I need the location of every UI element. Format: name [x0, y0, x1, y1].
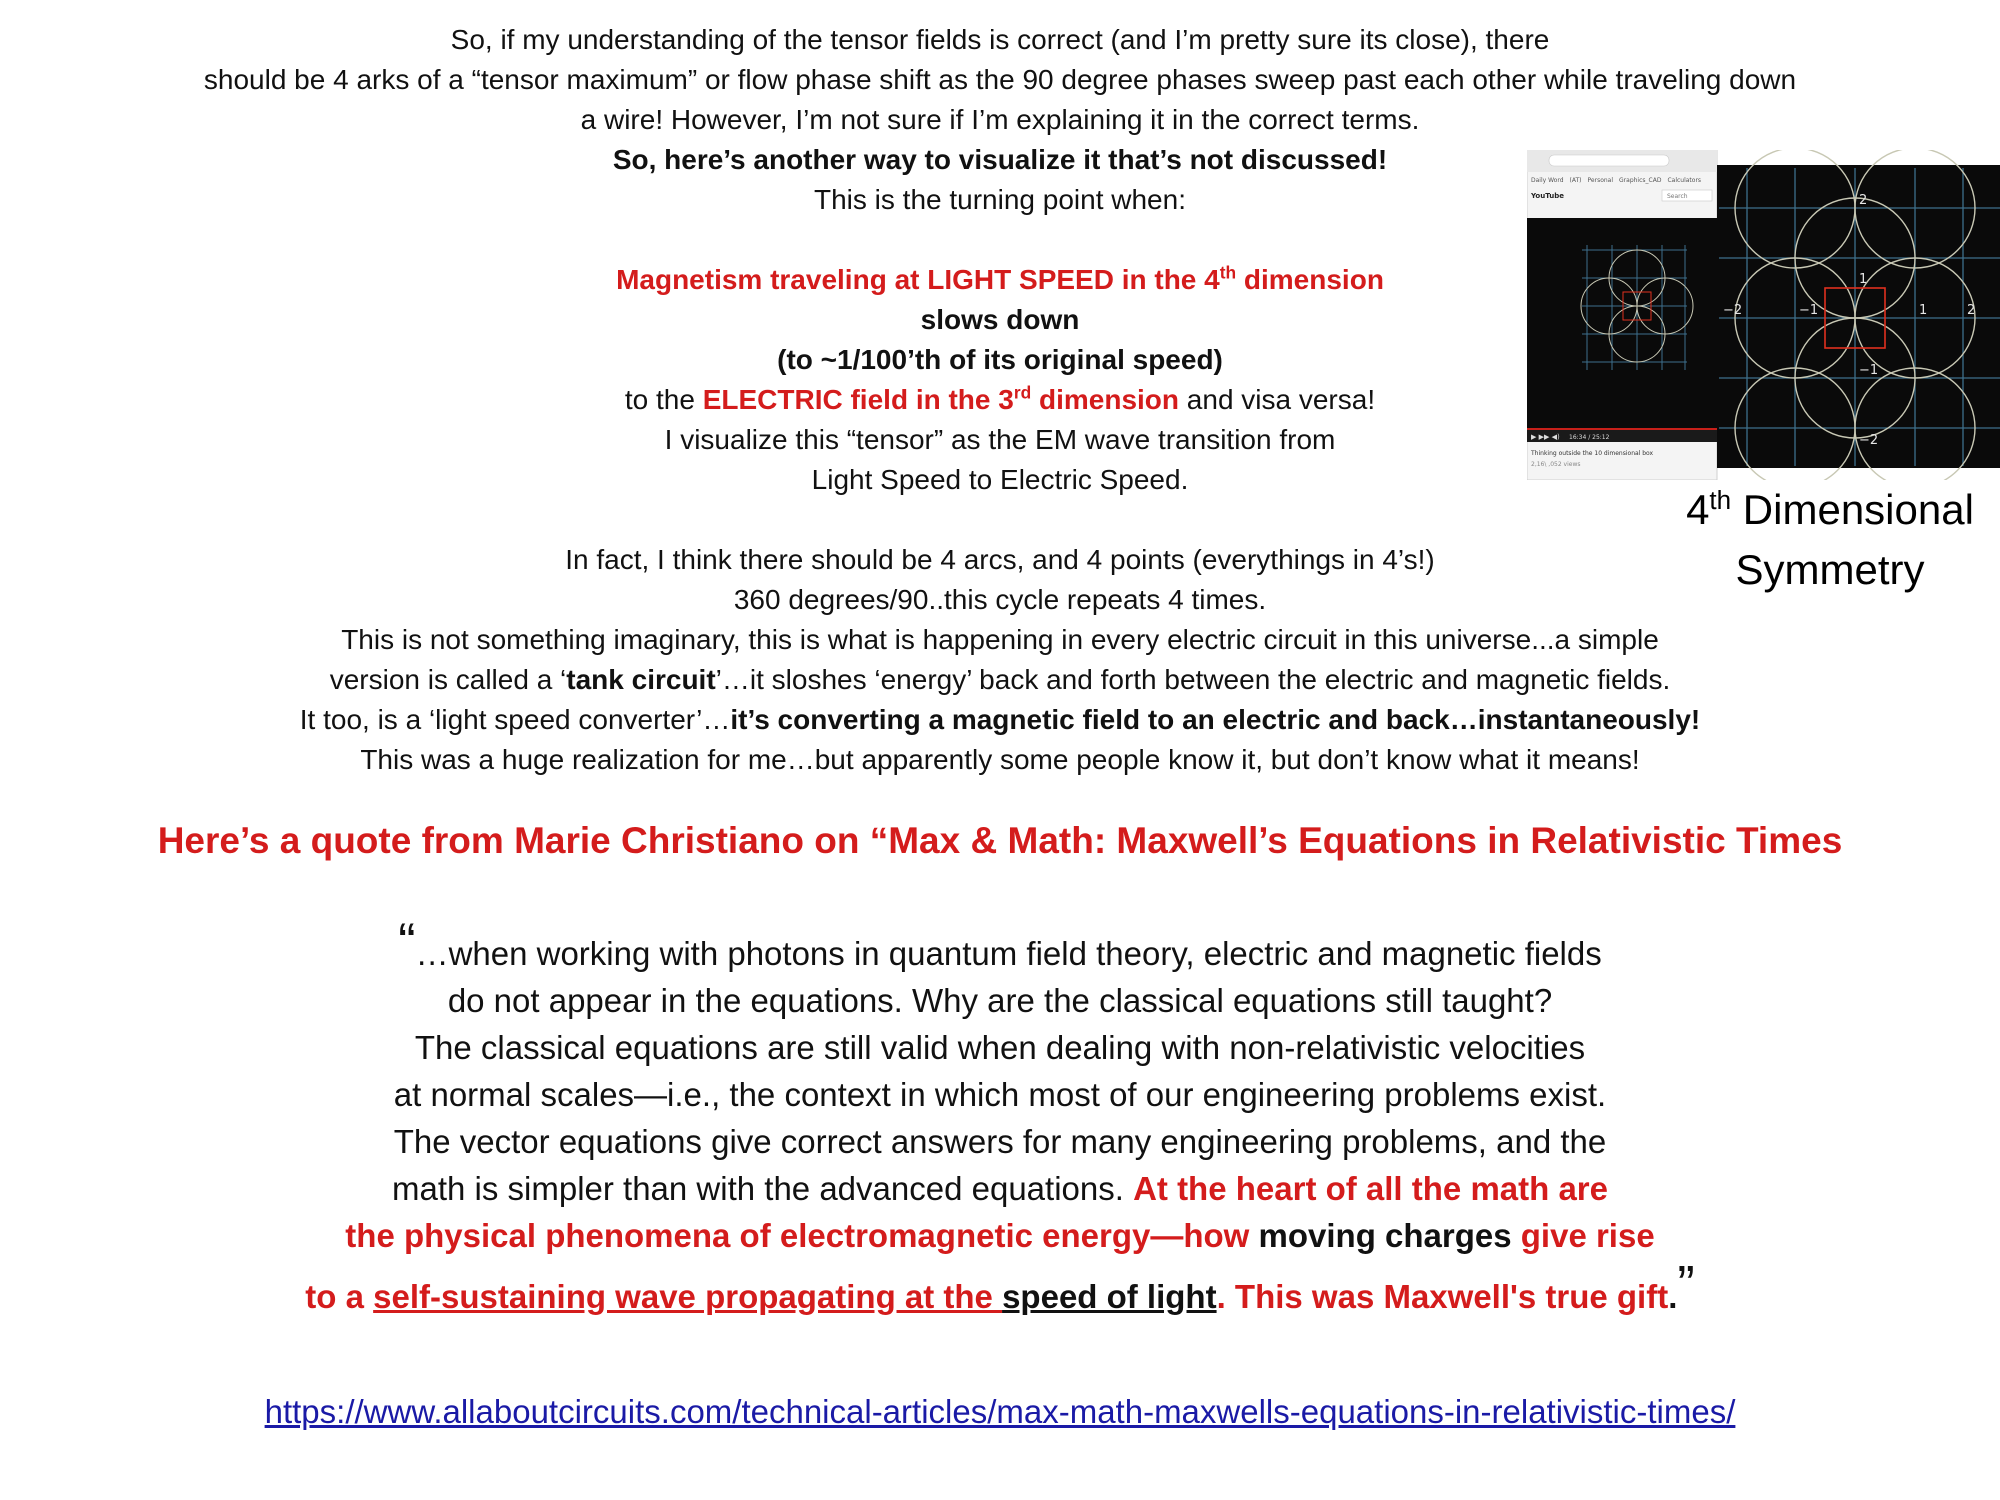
intro-bold-line: (to ~1/100’th of its original speed) — [777, 344, 1223, 375]
quote-line: at normal scales—i.e., the context in which most of our engineering problems exist. — [393, 1076, 1607, 1113]
video-title: Thinking outside the 10 dimensional box — [1531, 450, 1654, 457]
intro-line: This is the turning point when: — [814, 184, 1186, 215]
video-time: 16:34 / 25:12 — [1569, 434, 1610, 441]
quote-line: “…when working with photons in quantum field theory, electric and magnetic fields — [398, 913, 1602, 972]
converter-line: It too, is a ‘light speed converter’…it’s converting a magnetic field to an electric and back…instantaneously! — [299, 704, 1701, 735]
bookmark-bar: Daily Word (AT) Personal Graphics_CAD Calculators — [1531, 177, 1702, 184]
intro-line: 360 degrees/90..this cycle repeats 4 times. — [733, 584, 1267, 615]
tick-label: −1 — [1859, 363, 1879, 378]
tick-label: 1 — [1859, 272, 1868, 287]
quote-line: the physical phenomena of electromagnetic energy—how moving charges give rise — [345, 1217, 1655, 1254]
electric-field-line: to the ELECTRIC field in the 3rd dimension and visa versa! — [624, 382, 1376, 415]
intro-line: Light Speed to Electric Speed. — [811, 464, 1189, 495]
quote-line: math is simpler than with the advanced equations. At the heart of all the math are — [391, 1170, 1609, 1207]
magnetism-line: Magnetism traveling at LIGHT SPEED in the 4th dimension — [616, 262, 1384, 295]
play-controls: ▶ ▶▶ ◀) — [1531, 433, 1560, 441]
intro-line: a wire! However, I’m not sure if I’m explaining it in the correct terms. — [580, 104, 1420, 135]
tank-circuit-line: version is called a ‘tank circuit’…it sloshes ‘energy’ back and forth between the electric and magnetic fields. — [329, 664, 1671, 695]
search-box: Search — [1667, 193, 1688, 200]
intro-line: This is not something imaginary, this is what is happening in every electric circuit in this universe...a simple — [341, 624, 1659, 655]
tick-label: −2 — [1859, 433, 1879, 448]
brand-label: YouTube — [1531, 192, 1564, 200]
source-link[interactable]: https://www.allaboutcircuits.com/technical-articles/max-math-maxwells-equations-in-relativistic-times/ — [264, 1393, 1736, 1430]
figure-caption — [1650, 480, 2000, 600]
quote-block — [0, 913, 2000, 1320]
quote-heading: Here’s a quote from Marie Christiano on “Max & Math: Maxwell’s Equations in Relativistic Times — [157, 820, 1843, 861]
quote-line: do not appear in the equations. Why are the classical equations still taught? — [447, 982, 1553, 1019]
tick-label: 1 — [1919, 303, 1928, 318]
fourth-dimension-figure — [1527, 150, 2000, 480]
quote-line: The classical equations are still valid when dealing with non-relativistic velocities — [414, 1029, 1586, 1066]
intro-bold-line: slows down — [920, 304, 1080, 335]
quote-line: to a self-sustaining wave propagating at the speed of light. This was Maxwell's true gift.” — [305, 1256, 1695, 1315]
intro-line: So, if my understanding of the tensor fields is correct (and I’m pretty sure its close), there — [450, 24, 1550, 55]
diagram-frame — [1717, 165, 2000, 468]
tick-label: 2 — [1967, 303, 1976, 318]
intro-line: I visualize this “tensor” as the EM wave transition from — [664, 424, 1336, 455]
intro-line: In fact, I think there should be 4 arcs, and 4 points (everythings in 4’s!) — [565, 544, 1435, 575]
intro-bold-line: So, here’s another way to visualize it that’s not discussed! — [612, 144, 1388, 175]
caption-line: Symmetry — [1735, 546, 1925, 593]
tick-label: −1 — [1799, 303, 1819, 318]
intro-line: should be 4 arks of a “tensor maximum” or flow phase shift as the 90 degree phases sweep past each other while traveling down — [203, 64, 1797, 95]
video-views: 2,16\ ,052 views — [1531, 461, 1581, 468]
intro-line: This was a huge realization for me…but apparently some people know it, but don’t know what it means! — [360, 744, 1640, 775]
tick-label: −2 — [1723, 303, 1743, 318]
quote-line: The vector equations give correct answers for many engineering problems, and the — [393, 1123, 1607, 1160]
tick-label: 2 — [1859, 193, 1868, 208]
caption-line: 4th Dimensional — [1686, 485, 1974, 533]
open-quote-mark: “ — [398, 913, 416, 971]
close-quote-mark: ” — [1677, 1256, 1695, 1314]
